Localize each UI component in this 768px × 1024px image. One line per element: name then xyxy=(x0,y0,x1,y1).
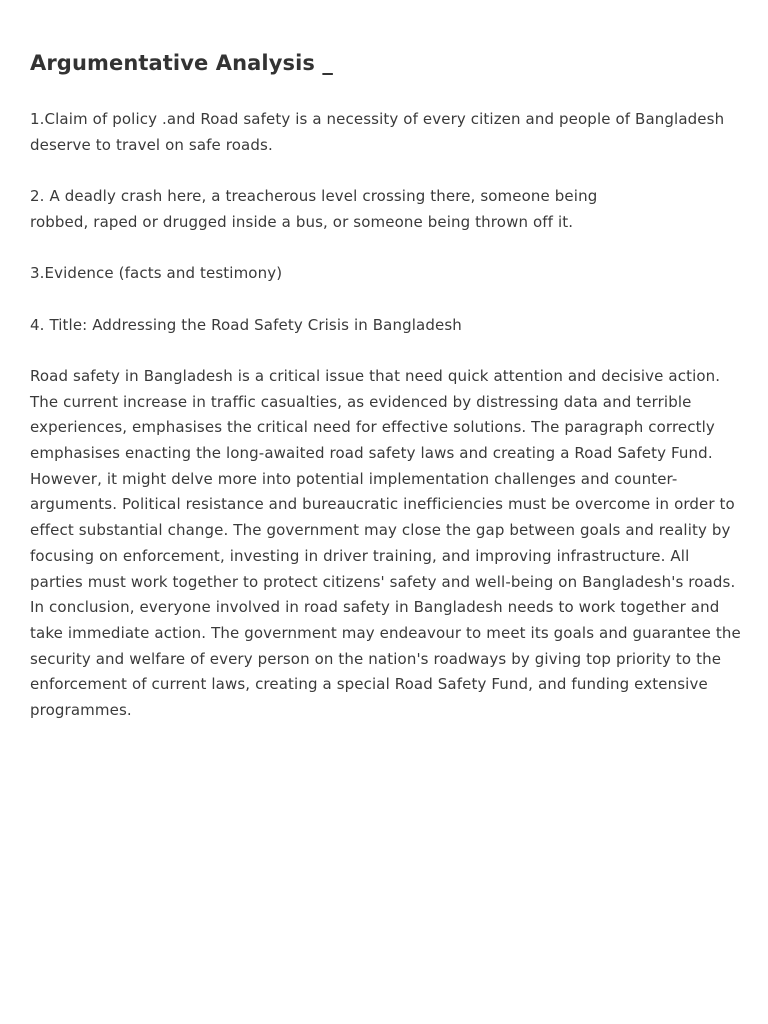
document-title: Argumentative Analysis _ xyxy=(30,51,334,75)
paragraph-essay-title: 4. Title: Addressing the Road Safety Crisis in Bangladesh xyxy=(30,315,462,334)
paragraph-incidents: 2. A deadly crash here, a treacherous level crossing there, someone being robbed, raped or drugged inside a bus, or someone being thrown off it. xyxy=(30,187,598,231)
paragraph-evidence: 3.Evidence (facts and testimony) xyxy=(30,264,283,283)
paragraph-essay-body: Road safety in Bangladesh is a critical issue that need quick attention and decisive action. The current increase in traffic casualties, as evidenced by distressing data and terrible experiences, emphasises the critical need for effective solutions. The paragraph correctly emphasises enacting the long-awaited road safety laws and creating a Road Safety Fund. However, it might delve more into potential implementation challenges and counter-arguments. Political resistance and bureaucratic inefficiencies must be overcome in order to effect substantial change. The government may close the gap between goals and reality by focusing on enforcement, investing in driver training, and improving infrastructure. All parties must work together to protect citizens' safety and well-being on Bangladesh's roads. In conclusion, everyone involved in road safety in Bangladesh needs to work together and take immediate action. The government may endeavour to meet its goals and guarantee the security and welfare of every person on the nation's roadways by giving top priority to the enforcement of current laws, creating a special Road Safety Fund, and funding extensive programmes. xyxy=(30,366,741,720)
paragraph-claim-of-policy: 1.Claim of policy .and Road safety is a necessity of every citizen and people of Bangladesh deserve to travel on safe roads. xyxy=(30,110,725,154)
document-body xyxy=(30,48,742,724)
